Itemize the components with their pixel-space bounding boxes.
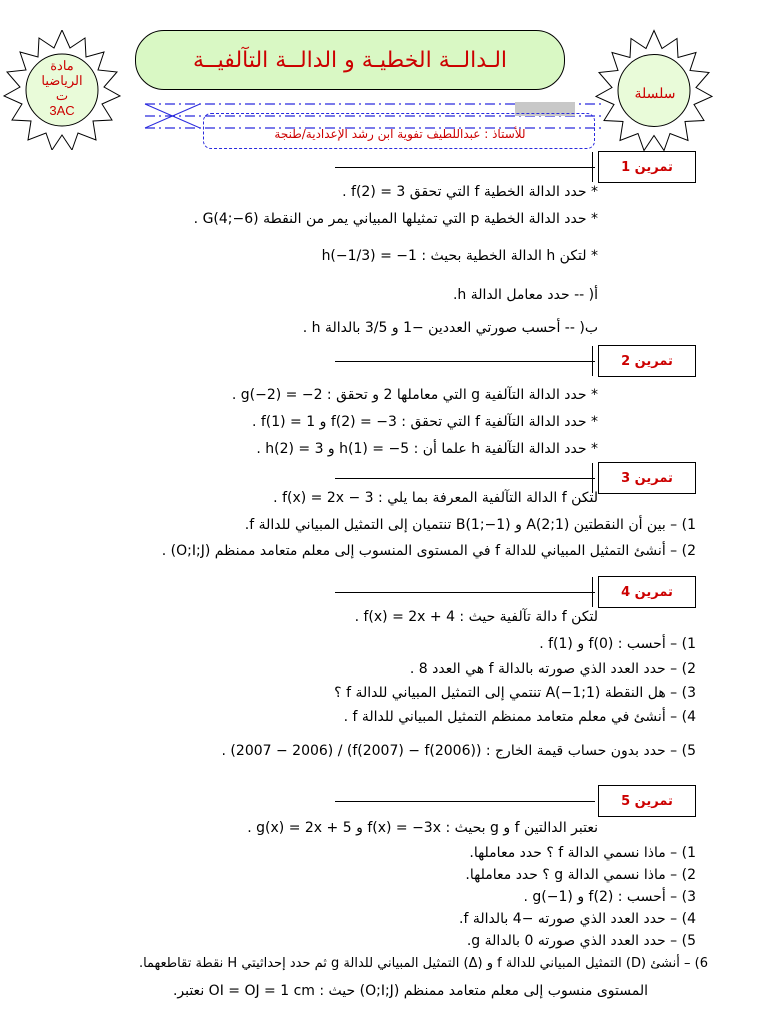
exercise-4-rule — [335, 592, 595, 593]
left-star-line3: ت — [55, 88, 69, 103]
ex4-line-6: 5) – حدد بدون حساب قيمة الخارج : (f(2007) − f(2006)) / (2007 − 2006) . — [221, 743, 696, 759]
ex1-line-3: * لتكن h الدالة الخطية بحيث : h(−1/3) = −1 — [321, 248, 598, 264]
exercise-2-label: تمرين 2 — [598, 345, 696, 377]
ex3-line-3: 2) – أنشئ التمثيل المبياني للدالة f في المستوى المنسوب إلى معلم متعامد ممنظم (O;I;J) . — [161, 543, 696, 559]
right-star-label: سلسلة — [634, 85, 676, 101]
exercise-4-label: تمرين 4 — [598, 576, 696, 608]
ex4-line-4: 3) – هل النقطة A(−1;1) تنتمي إلى التمثيل المبياني للدالة f ؟ — [334, 685, 696, 701]
ex3-line-1: لتكن f الدالة التآلفية المعرفة بما يلي : f(x) = 2x − 3 . — [273, 490, 598, 506]
ex5-line-4: 3) – أحسب : f(2) و g(−1) . — [523, 889, 696, 905]
ex2-line-1: * حدد الدالة التآلفية g التي معاملها 2 و تحقق : g(−2) = −2 . — [231, 387, 598, 403]
exercise-1-rule — [335, 167, 595, 168]
exercise-4-tick — [592, 577, 593, 607]
ex4-line-3: 2) – حدد العدد الذي صورته بالدالة f هي العدد 8 . — [409, 661, 696, 677]
exercise-5-label: تمرين 5 — [598, 785, 696, 817]
exercise-5-rule — [335, 801, 595, 802]
left-star-line4: 3AC — [49, 103, 75, 118]
ex5-line-1: نعتبر الدالتين f و g بحيث : f(x) = −3x و g(x) = 2x + 5 . — [247, 820, 598, 836]
author-line: للأستاذ : عبداللطيف تفوية ابن رشد الإعدادية/طنجة — [274, 127, 526, 141]
left-star-text — [25, 58, 99, 118]
exercise-1-label: تمرين 1 — [598, 151, 696, 183]
ex2-line-3: * حدد الدالة التآلفية h علما أن : h(1) = −5 و h(2) = 3 . — [256, 441, 598, 457]
page-title: الـدالــة الخطيـة و الدالــة التآلفيــة — [192, 47, 508, 73]
left-star-line2: الرياضيا — [41, 73, 83, 88]
ex1-line-1: * حدد الدالة الخطية f التي تحقق f(2) = 3 . — [342, 184, 598, 200]
exercise-3-tick — [592, 463, 593, 493]
ex5-line-5: 4) – حدد العدد الذي صورته −4 بالدالة f. — [459, 911, 696, 927]
ex5-line-6: 5) – حدد العدد الذي صورته 0 بالدالة g. — [466, 933, 696, 949]
title-banner — [135, 30, 565, 90]
ex1-line-5: ب( -- أحسب صورتي العددين −1 و 3/5 بالدالة h . — [302, 320, 598, 336]
exercise-2-tick — [592, 346, 593, 376]
exercise-3-label: تمرين 3 — [598, 462, 696, 494]
ex4-line-1: لتكن f دالة تآلفية حيث : f(x) = 2x + 4 . — [354, 609, 598, 625]
exercise-3-rule — [335, 478, 595, 479]
ex5-line-8: المستوى منسوب إلى معلم متعامد ممنظم (O;I;J) حيث : OI = OJ = 1 cm نعتبر. — [172, 983, 648, 999]
ex1-line-4: أ( -- حدد معامل الدالة h. — [452, 287, 598, 303]
ex5-line-2: 1) – ماذا نسمي الدالة f ؟ حدد معاملها. — [469, 845, 696, 861]
exercise-1-tick — [592, 152, 593, 182]
ex5-line-3: 2) – ماذا نسمي الدالة g ؟ حدد معاملها. — [465, 867, 696, 883]
ex5-line-7: 6) – أنشئ (D) التمثيل المبياني للدالة f و (Δ) التمثيل المبياني للدالة g ثم حدد إحداثيتي H نقطة تقاطعهما. — [138, 956, 708, 971]
ex1-line-2: * حدد الدالة الخطية p التي تمثيلها المبياني يمر من النقطة G(4;−6) . — [193, 211, 598, 227]
ex2-line-2: * حدد الدالة التآلفية f التي تحقق : f(2) = −3 و f(1) = 1 . — [251, 414, 598, 430]
ex4-line-5: 4) – أنشئ في معلم متعامد ممنظم التمثيل المبياني للدالة f . — [343, 709, 696, 725]
ex3-line-2: 1) – بين أن النقطتين A(2;1) و B(1;−1) تنتميان إلى التمثيل المبياني للدالة f. — [244, 517, 696, 533]
left-star-line1: مادة — [50, 58, 74, 73]
ex4-line-2: 1) – أحسب : f(0) و f(1) . — [539, 636, 696, 652]
exercise-2-rule — [335, 361, 595, 362]
